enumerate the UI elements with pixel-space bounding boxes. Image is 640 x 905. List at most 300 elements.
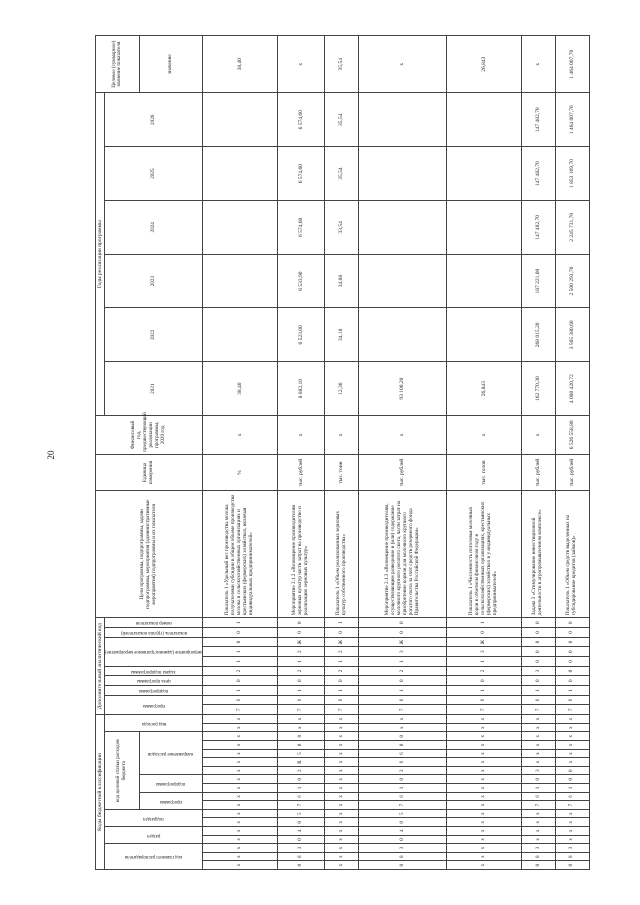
budget-code-cell: х [202,732,277,741]
budget-code-cell: 8 [277,732,325,741]
budget-code-cell: 7 [521,801,555,810]
unit-header: Единица измерения [96,454,203,491]
unit-cell: тыс. тонн [325,454,359,491]
row-name-cell: Показатель 1 «Численность поголовья молочных коров в отчетном финансовом году в сельскохозяйственных организациях, крестьянских (фермерских) хозяйствах и у индивидуальных предпринимателей» [447,491,522,618]
year-value-cell: 8 882,10 [277,362,325,416]
budget-code-cell: х [202,801,277,810]
analytic-measure-header: мероприятие (административное мероприятие) [105,637,203,666]
analytic-code-cell: 0 [277,618,325,628]
budget-code-cell: 4 [359,827,447,836]
year-2026-header: 2026 [105,93,203,147]
analytic-code-cell: 0 [521,637,555,647]
budget-code-cell: х [447,818,522,827]
analytic-code-cell: 7 [447,705,522,715]
analytic-code-cell: 1 [202,618,277,628]
analytic-code-cell: 0 [521,628,555,638]
analytic-code-cell: 6 [521,695,555,705]
analytic-code-cell: 7 [359,705,447,715]
analytic-code-cell: 1 [447,657,522,667]
analytic-code-cell: 1 [359,657,447,667]
budget-code-cell: R [277,758,325,767]
analytic-code-cell: 6 [277,695,325,705]
table-row [521,36,555,870]
budget-code-cell: 6 [277,792,325,801]
budget-code-cell: х [447,844,522,853]
budget-code-cell: 5 [277,809,325,818]
budget-code-cell: 8 [521,852,555,861]
budget-code-cell: х [521,758,555,767]
analytic-indicator-number-header: номер показателя [105,618,203,628]
budget-code-cell: 1 [521,784,555,793]
year-value-cell: 12,30 [325,362,359,416]
year-value-cell: 162 770,30 [521,362,555,416]
budget-code-cell: х [555,835,589,844]
budget-code-cell: 0 [521,775,555,784]
budget-code-cell: 0 [555,766,589,775]
budget-code-cell: х [555,732,589,741]
unit-cell: % [202,454,277,491]
fin-year-header: Финансовый год, предшествующий реализации программы, 2020 год [96,416,203,455]
budget-code-cell: х [521,741,555,750]
analytic-code-cell: 1 [277,686,325,696]
year-value-cell: 4 080 420,72 [555,362,589,416]
budget-code-cell: х [447,827,522,836]
year-value-cell: 38,40 [202,362,277,416]
year-value-cell: 147 482,70 [521,147,555,201]
budget-code-cell: 0 [521,861,555,870]
year-value-cell: 6 574,60 [277,93,325,147]
analytic-code-cell: 6 [447,695,522,705]
unit-cell: тыс. рублей [555,454,589,491]
budget-code-cell: 3 [555,844,589,853]
budget-code-cell: 6 [359,749,447,758]
budget-code-cell: х [555,758,589,767]
budget-code-cell: х [202,827,277,836]
fin-year-cell: х [359,416,447,455]
year-value-cell: 6 523,00 [277,308,325,362]
budget-code-cell: 5 [277,749,325,758]
fin-year-cell: 6 526 558,80 [555,416,589,455]
budget-code-cell: 6 [359,758,447,767]
year-2024-header: 2024 [105,200,203,254]
analytic-code-cell: 0 [325,628,359,638]
podrazdel-header: подраздел [105,809,203,826]
budget-code-cell: 1 [277,784,325,793]
analytic-code-cell: 7 [202,705,277,715]
budget-code-cell: 7 [277,801,325,810]
analytic-task-header: задача подпрограммы [105,666,203,676]
analytic-code-cell: 6 [359,695,447,705]
analytic-code-cell: 1 [277,657,325,667]
analytic-code-cell: 2 [447,666,522,676]
analytic-code-cell: Ж [447,637,522,647]
header-row-1 [96,36,105,870]
budget-code-cell: х [325,749,359,758]
analytic-code-cell: 0 [447,628,522,638]
budget-code-cell: х [447,766,522,775]
table-row [359,36,447,870]
table-row [447,36,522,870]
kcsr-direction-header: направление расходов [139,732,202,775]
budget-code-cell: 6 [359,792,447,801]
analytic-code-cell: 0 [447,676,522,686]
achievement-cell: 26,843 [447,36,522,93]
year-value-cell [447,93,522,147]
analytic-code-cell: Ж [277,637,325,647]
budget-code-cell: х [325,741,359,750]
year-value-cell: 35,54 [325,147,359,201]
budget-code-cell: х [447,809,522,818]
analytic-code-cell: 0 [521,657,555,667]
table-row [325,36,359,870]
fin-year-cell: х [277,416,325,455]
budget-code-cell: 0 [555,861,589,870]
row-name-cell: Показатель 1 «Объем средств выделенных на субсидирование кредитов (займов)» [555,491,589,618]
year-value-cell: 34,18 [325,308,359,362]
analytic-code-cell: 6 [325,695,359,705]
budget-code-cell: х [325,801,359,810]
achievement-cell: х [521,36,555,93]
budget-code-cell: 8 [359,852,447,861]
budget-code-cell: х [202,715,277,724]
budget-code-cell: х [555,723,589,732]
page-number: 20 [46,450,56,460]
budget-code-cell: 8 [277,852,325,861]
budget-code-cell: х [325,758,359,767]
year-value-cell: 93 100,20 [359,362,447,416]
budget-code-cell: х [555,818,589,827]
budget-code-cell: х [555,809,589,818]
analytic-code-cell: 1 [447,618,522,628]
fin-year-cell: х [325,416,359,455]
analytic-code-cell: 0 [202,676,277,686]
year-value-cell [359,200,447,254]
kcsr-program-header: программа [139,792,202,809]
gr-admin-header: код главного распорядителя [105,844,203,870]
analytic-code-cell: 2 [202,666,277,676]
budget-code-cell: 3 [359,844,447,853]
table-row [202,36,277,870]
budget-code-cell: 0 [359,818,447,827]
fin-year-cell: х [521,416,555,455]
row-name-cell: Мероприятие 2.1.3 «Возмещение производителям, осуществляющим разведение и (или) содержание молочного крупного рогатого скота, части затрат на приобретение кормов для молочного крупного рогатого скота за счет средств резервного фонда Правительства Российской Федерации» [359,491,447,618]
analytic-code-cell: 1 [555,686,589,696]
table-row [277,36,325,870]
budget-code-cell: х [521,818,555,827]
unit-cell: тыс. рублей [521,454,555,491]
year-value-cell: 33,54 [325,200,359,254]
analytic-code-cell: 0 [555,676,589,686]
budget-code-cell: х [521,732,555,741]
budget-code-cell: х [447,758,522,767]
budget-code-cell: х [325,852,359,861]
year-value-cell [202,93,277,147]
kcsr-header: код целевой статьи расходов бюджета [105,732,140,809]
analytic-code-cell: 0 [555,628,589,638]
budget-code-cell: 0 [277,741,325,750]
budget-code-cell: х [202,741,277,750]
analytic-code-cell: 0 [359,628,447,638]
unit-cell: тыс. голов [447,454,522,491]
budget-code-cell: х [202,861,277,870]
year-value-cell [202,308,277,362]
analytic-code-cell: 7 [277,705,325,715]
year-value-cell: 147 482,70 [521,93,555,147]
analytic-goal-header: цель программы [105,676,203,686]
budget-code-cell: х [202,749,277,758]
budget-code-cell: х [447,741,522,750]
budget-code-cell: х [277,715,325,724]
value-header: значение [139,36,202,93]
year-value-cell: 35,54 [325,93,359,147]
year-value-cell: 6 574,60 [277,147,325,201]
budget-code-cell: х [447,775,522,784]
analytic-code-cell: 2 [325,666,359,676]
fin-year-cell: х [447,416,522,455]
analytic-subprogram-header: подпрограмма [105,686,203,696]
budget-code-cell: х [521,723,555,732]
budget-code-cell: х [202,792,277,801]
analytic-code-cell: 0 [521,676,555,686]
budget-code-cell: х [325,732,359,741]
program-table-sheet [95,35,578,870]
budget-code-cell: х [447,861,522,870]
year-value-cell: 26,843 [447,362,522,416]
budget-code-cell: 7 [359,801,447,810]
budget-code-cell: х [325,715,359,724]
analytic-code-cell: 1 [325,618,359,628]
budget-code-cell: х [325,844,359,853]
budget-code-cell: х [325,775,359,784]
analytic-code-cell: 3 [447,647,522,657]
year-value-cell [202,147,277,201]
year-2021-header: 2021 [105,362,203,416]
budget-code-cell: 2 [277,766,325,775]
row-name-cell: Показатель 1 «Объем реализованных зерновых культур собственного производства» [325,491,359,618]
analytic-program-header: программа [105,695,203,714]
year-value-cell: 1 464 007,70 [555,93,589,147]
analytic-code-cell: 6 [202,695,277,705]
budget-code-cell: х [325,766,359,775]
rotated-sheet-viewport [95,35,578,870]
analytic-code-cell: 2 [359,666,447,676]
budget-code-cell: х [447,852,522,861]
budget-code-cell: 6 [555,792,589,801]
years-header: Годы реализации программы [96,93,105,416]
budget-code-cell: х [555,715,589,724]
analytic-code-cell: 3 [521,666,555,676]
year-value-cell: 147 482,70 [521,200,555,254]
analytic-code-cell: 7 [555,705,589,715]
year-value-cell: 6 574,60 [277,200,325,254]
analytic-code-cell: 0 [325,676,359,686]
budget-code-cell: х [202,818,277,827]
budget-code-cell: 0 [555,775,589,784]
unit-cell: тыс. рублей [277,454,325,491]
budget-code-cell: х [202,844,277,853]
year-2025-header: 2025 [105,147,203,201]
analytic-code-cell: 1 [202,647,277,657]
budget-code-cell: х [521,715,555,724]
budget-code-cell: 6 [521,792,555,801]
budget-code-cell: х [447,723,522,732]
budget-code-cell: х [325,723,359,732]
analytic-code-cell: 1 [447,686,522,696]
budget-code-cell: 0 [277,861,325,870]
budget-code-cell: х [521,809,555,818]
budget-code-cell: 0 [359,835,447,844]
achievement-cell: 35,54 [325,36,359,93]
analytic-code-cell: 6 [555,695,589,705]
budget-code-cell: х [359,715,447,724]
budget-code-cell: 3 [277,844,325,853]
achievement-cell: 38,40 [202,36,277,93]
analytic-code-cell: Ж [359,637,447,647]
vr-header: вид расхода [105,715,203,732]
budget-code-cell: 3 [521,844,555,853]
year-2022-header: 2022 [105,308,203,362]
analytic-code-cell: 0 [359,676,447,686]
budget-code-cell: 4 [277,827,325,836]
budget-code-cell: 3 [521,766,555,775]
analytic-code-cell: 1 [325,686,359,696]
budget-code-cell: 0 [359,741,447,750]
year-value-cell: 3 565 380,60 [555,308,589,362]
budget-code-cell: х [202,775,277,784]
budget-code-cell: 0 [359,732,447,741]
program-indicators-table [95,35,590,870]
analytic-code-cell: 1 [521,686,555,696]
budget-code-cell: х [202,809,277,818]
year-value-cell [359,93,447,147]
analytic-code-cell: 0 [555,637,589,647]
analytic-code-cell: 1 [202,686,277,696]
analytic-code-cell: 2 [325,647,359,657]
year-value-cell: 268 015,20 [521,308,555,362]
budget-code-cell: х [325,809,359,818]
analytic-indicator-group-header: показатель (группа показателей) [105,628,203,638]
analytic-code-cell: 0 [555,657,589,667]
year-value-cell [359,147,447,201]
budget-code-cell: х [325,784,359,793]
year-value-cell: 2 500 293,70 [555,254,589,308]
year-value-cell [359,254,447,308]
analytic-code-cell: 1 [325,657,359,667]
budget-code-cell: х [555,749,589,758]
budget-code-cell: х [202,723,277,732]
budget-code-cell: х [325,827,359,836]
budget-code-cell: 1 [359,784,447,793]
budget-code-cell: 7 [555,801,589,810]
kcsr-subprogram-header: подпрограмма [139,775,202,792]
budget-code-cell: х [325,818,359,827]
analytic-code-cell: 7 [521,705,555,715]
budget-code-cell: х [555,827,589,836]
analytic-code-cell: 0 [277,676,325,686]
achievement-cell: х [359,36,447,93]
year-value-cell: 2 245 731,70 [555,200,589,254]
year-value-cell [447,200,522,254]
row-name-cell: Показатель 1 «Удельный вес производства молока получателями субсидии в общем объеме производства молока в сельскохозяйственных организациях и крестьянских (фермерских) хозяйствах, включая индивидуальных предпринимателей» [202,491,277,618]
analytic-code-cell: 0 [359,618,447,628]
budget-code-cell: х [202,758,277,767]
budget-code-cell: х [521,827,555,836]
budget-code-cell: х [521,749,555,758]
budget-code-cell: х [325,835,359,844]
budget-code-cell: х [359,723,447,732]
budget-code-cell: х [202,835,277,844]
year-value-cell [202,200,277,254]
row-name-cell: Задача 3 «Стимулирование инвестиционной деятельности в агропромышленном комплексе» [521,491,555,618]
analytic-code-header: Дополнительный аналитический код [96,618,105,715]
name-header: Цели программы, подпрограммы, задачи подпрограммы, мероприятия (административные мероприятия) подпрограммы и их показатели [96,491,203,618]
achievement-header: Целевое (суммарное) значение показателя [96,36,140,93]
budget-code-cell: 8 [555,852,589,861]
analytic-code-cell: 0 [555,647,589,657]
budget-code-cell: 2 [359,766,447,775]
budget-code-cell: х [447,732,522,741]
year-value-cell [447,308,522,362]
unit-cell: тыс. рублей [359,454,447,491]
analytic-code-cell: 0 [521,618,555,628]
budget-code-cell: х [447,715,522,724]
analytic-code-cell: 0 [202,628,277,638]
year-value-cell: 34,08 [325,254,359,308]
budget-code-cell: х [447,835,522,844]
budget-code-cell: х [521,835,555,844]
analytic-code-cell: 0 [555,618,589,628]
budget-code-cell: х [447,749,522,758]
achievement-cell: х [277,36,325,93]
budget-code-cell: х [277,723,325,732]
year-value-cell [359,308,447,362]
analytic-code-cell: 0 [277,628,325,638]
budget-code-cell: х [202,784,277,793]
budget-code-cell: х [325,861,359,870]
budget-code-cell: х [447,792,522,801]
year-value-cell [202,254,277,308]
year-value-cell [447,147,522,201]
fin-year-cell: х [202,416,277,455]
analytic-code-cell: 3 [359,647,447,657]
budget-classification-header: Коды бюджетной классификации [96,715,105,870]
razdel-header: раздел [105,827,203,844]
analytic-code-cell: 0 [555,666,589,676]
year-value-cell: 187 221,00 [521,254,555,308]
analytic-code-cell: 0 [521,647,555,657]
budget-code-cell: х [447,784,522,793]
year-value-cell [447,254,522,308]
analytic-code-cell: 2 [277,647,325,657]
analytic-code-cell: Ж [325,637,359,647]
budget-code-cell: 5 [359,809,447,818]
achievement-cell: 1 464 007,70 [555,36,589,93]
analytic-code-cell: 2 [277,666,325,676]
budget-code-cell: х [202,766,277,775]
budget-code-cell: х [325,792,359,801]
year-value-cell: 1 853 169,70 [555,147,589,201]
budget-code-cell: 0 [277,775,325,784]
table-row [555,36,589,870]
budget-code-cell: 0 [277,835,325,844]
year-value-cell: 6 533,90 [277,254,325,308]
budget-code-cell: х [555,741,589,750]
budget-code-cell: 0 [359,861,447,870]
analytic-code-cell: 1 [359,686,447,696]
analytic-code-cell: 7 [325,705,359,715]
budget-code-cell: 0 [277,818,325,827]
year-2023-header: 2023 [105,254,203,308]
